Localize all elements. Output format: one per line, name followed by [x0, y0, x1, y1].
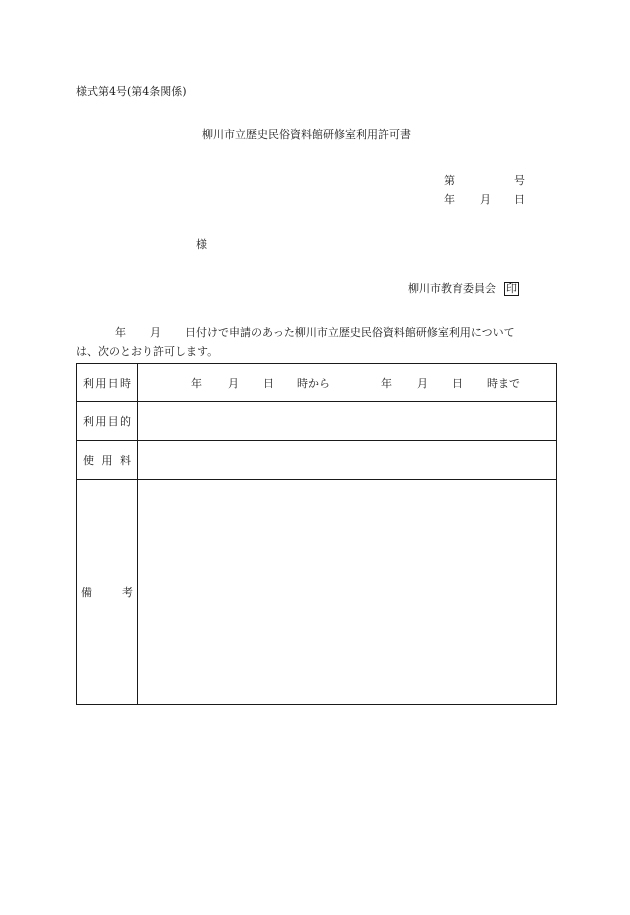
row-fee [77, 441, 557, 480]
label-remarks: 備 考 [77, 480, 138, 705]
label-purpose: 利 用 目 的 [77, 402, 138, 441]
issue-date-year: 年 [444, 193, 455, 206]
issuer-name: 柳川市教育委員会 [408, 282, 496, 295]
issue-date-day: 日 [514, 193, 525, 206]
doc-number-go: 号 [514, 174, 525, 187]
document-title: 柳川市立歴史民俗資料館研修室利用許可書 [202, 128, 411, 141]
body-text-line2: は、次のとおり許可します。 [76, 345, 219, 358]
from-time: 時から [297, 377, 330, 390]
to-day: 日 [452, 377, 463, 390]
row-remarks [77, 480, 557, 705]
value-purpose [138, 402, 557, 441]
form-number: 様式第4号(第4条関係) [76, 85, 187, 98]
from-year: 年 [191, 377, 202, 390]
issue-date-month: 月 [480, 193, 491, 206]
to-time: 時まで [487, 377, 520, 390]
to-month: 月 [417, 377, 428, 390]
value-remarks [138, 480, 557, 705]
label-fee: 使 用 料 [77, 441, 138, 480]
permit-table [76, 363, 557, 705]
issuer [408, 282, 519, 296]
label-datetime: 利 用 日 時 [77, 364, 138, 402]
body-year: 年 [115, 326, 126, 339]
from-day: 日 [263, 377, 274, 390]
row-datetime [77, 364, 557, 402]
from-month: 月 [228, 377, 239, 390]
addressee-suffix: 様 [196, 238, 207, 251]
seal-mark: 印 [506, 282, 517, 295]
value-datetime [138, 364, 557, 402]
body-text-line1: 日付けで申請のあった柳川市立歴史民俗資料館研修室利用について [185, 326, 515, 339]
value-fee [138, 441, 557, 480]
row-purpose [77, 402, 557, 441]
to-year: 年 [381, 377, 392, 390]
doc-number-dai: 第 [444, 174, 455, 187]
body-month: 月 [150, 326, 161, 339]
